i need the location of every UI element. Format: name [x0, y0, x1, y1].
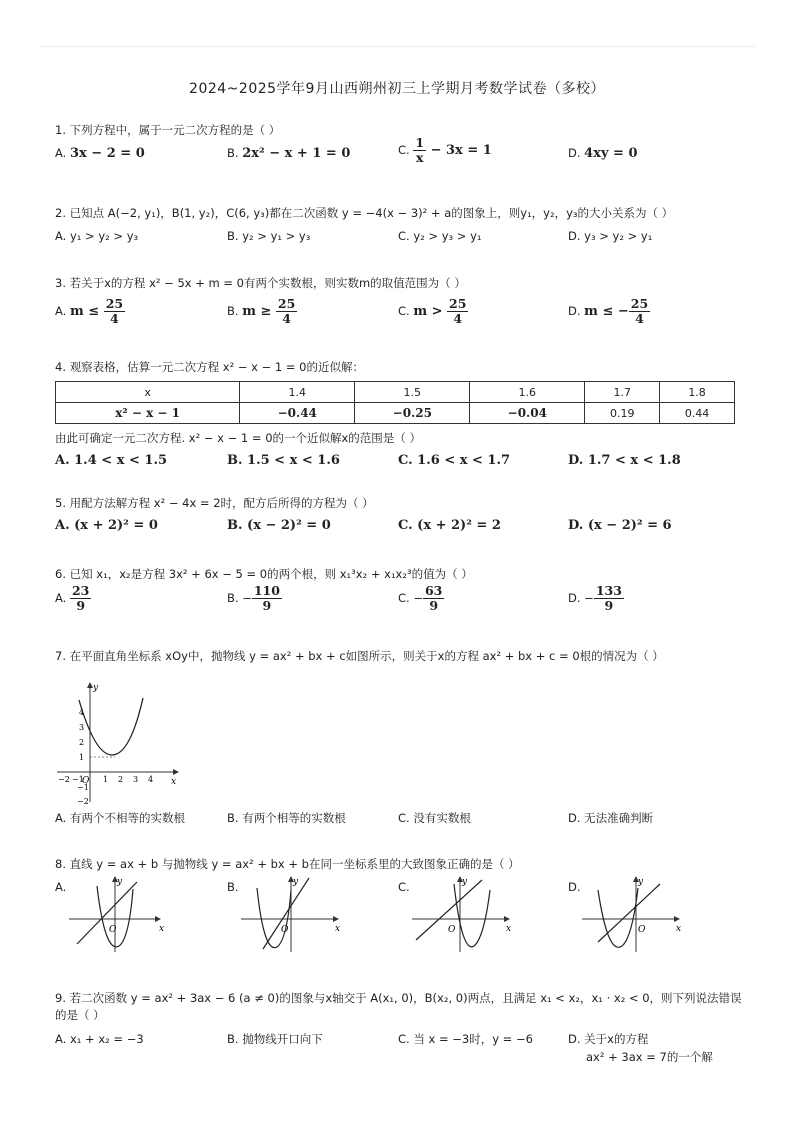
option-a[interactable]: A. 3x − 2 = 0 — [55, 146, 145, 161]
question-6 — [55, 566, 745, 624]
origin-label: O — [82, 776, 90, 786]
question-stem: 6. 已知 x₁，x₂是方程 3x² + 6x − 5 = 0的两个根，则 x₁³x₂ + x₁x₂³的值为（ ） — [55, 567, 473, 581]
question-stem: 1. 下列方程中，属于一元二次方程的是（ ） — [55, 123, 281, 137]
question-3 — [55, 275, 745, 335]
options — [55, 227, 745, 251]
question-7 — [55, 648, 745, 825]
question-5 — [55, 495, 745, 541]
y-tick-4: 4 — [79, 708, 85, 717]
value-table — [55, 381, 735, 424]
x-tick-neg1: −1 — [72, 775, 84, 784]
question-9 — [55, 990, 745, 1070]
svg-text:x: x — [676, 924, 682, 934]
option-d[interactable]: D. (x − 2)² = 6 — [568, 518, 672, 533]
option-b[interactable]: B. 1.5 < x < 1.6 — [227, 453, 340, 468]
option-a[interactable]: A. y₁ > y₂ > y₃ — [55, 229, 139, 243]
table-row: x 1.4 1.5 1.6 1.7 1.8 — [56, 382, 735, 403]
option-a[interactable]: A. $\frac{23}{9}$ — [55, 583, 90, 613]
svg-text:x: x — [335, 924, 341, 934]
svg-text:y: y — [462, 877, 468, 887]
option-b[interactable]: B. (x − 2)² = 0 — [227, 518, 331, 533]
y-tick-neg2: −2 — [77, 797, 89, 805]
question-8: 8. 直线 y = ax + b 与抛物线 y = ax² + bx + b在同一坐标系里的大致图象正确的是（ ） A. y x O B. y x O C. y x O D. y x O — [55, 856, 745, 872]
x-tick-2: 2 — [118, 775, 124, 784]
question-stem: 9. 若二次函数 y = ax² + 3ax − 6 (a ≠ 0)的图象与x轴交于 A(x₁, 0)，B(x₂, 0)两点，且满足 x₁ < x₂，x₁ · x₂ < 0，则下列说法错误的是（ ） — [55, 991, 742, 1022]
question-stem: 7. 在平面直角坐标系 xOy中，抛物线 y = ax² + bx + c如图所示，则关于x的方程 ax² + bx + c = 0根的情况为（ ） — [55, 649, 664, 663]
question-stem: 4. 观察表格，估算一元二次方程 x² − x − 1 = 0的近似解： — [55, 360, 364, 374]
option-a[interactable]: A. x₁ + x₂ = −3 — [55, 1032, 144, 1046]
options — [55, 809, 745, 833]
svg-text:y: y — [638, 877, 644, 887]
option-b[interactable]: B. y₂ > y₁ > y₃ — [227, 229, 311, 243]
option-a[interactable]: A. (x + 2)² = 0 — [55, 518, 158, 533]
option-d[interactable]: D. − $\frac{133}{9}$ — [568, 583, 622, 613]
question-4 — [55, 359, 745, 476]
question-1 — [55, 122, 745, 168]
option-d[interactable]: D. 1.7 < x < 1.8 — [568, 453, 681, 468]
y-tick-neg1: −1 — [77, 783, 89, 792]
option-d[interactable]: D. 无法准确判断 — [568, 811, 654, 825]
x-tick-3: 3 — [133, 775, 139, 784]
x-axis-label: x — [171, 777, 177, 787]
option-c[interactable]: C. m > $\frac{25}{4}$ — [398, 296, 467, 326]
parabola-graph — [55, 680, 185, 805]
y-axis-label: y — [93, 683, 99, 693]
question-stem: 3. 若关于x的方程 x² − 5x + m = 0有两个实数根，则实数m的取值范围为（ ） — [55, 276, 466, 290]
svg-text:O: O — [281, 925, 289, 935]
options — [55, 297, 745, 335]
option-b[interactable]: B. − $\frac{110}{9}$ — [227, 583, 280, 613]
options — [55, 452, 745, 476]
option-c[interactable]: C. 1.6 < x < 1.7 — [398, 453, 511, 468]
question-2 — [55, 205, 745, 251]
y-tick-3: 3 — [79, 723, 85, 732]
option-d[interactable]: D. 关于x的方程 ax² + 3ax = 7的一个解 — [568, 1032, 713, 1064]
option-b[interactable]: B. 有两个相等的实数根 — [227, 811, 346, 825]
y-tick-1: 1 — [79, 753, 85, 762]
question-stem: 8. 直线 y = ax + b 与抛物线 y = ax² + bx + b在同一坐标系里的大致图象正确的是（ ） — [55, 857, 520, 871]
options — [55, 517, 745, 541]
graph-c — [410, 874, 520, 954]
option-b[interactable]: B. m ≥ $\frac{25}{4}$ — [227, 296, 296, 326]
option-c[interactable]: C. 当 x = −3时，y = −6 — [398, 1032, 533, 1046]
x-axis-arrow — [173, 769, 179, 775]
svg-text:x: x — [159, 924, 165, 934]
option-d[interactable]: D. 4xy = 0 — [568, 146, 638, 161]
parabola-curve — [79, 698, 143, 755]
option-c[interactable]: C. y₂ > y₃ > y₁ — [398, 229, 482, 243]
svg-text:O: O — [448, 925, 456, 935]
options — [55, 584, 745, 624]
fraction: $\frac{1}{x}$ — [415, 135, 425, 165]
page-title: 2024~2025学年9月山西朔州初三上学期月考数学试卷（多校） — [189, 81, 605, 97]
option-c[interactable]: C. − $\frac{63}{9}$ — [398, 583, 443, 613]
option-a[interactable]: A. 有两个不相等的实数根 — [55, 811, 185, 825]
graph-d — [580, 874, 690, 954]
option-a[interactable]: A. m ≤ $\frac{25}{4}$ — [55, 296, 124, 326]
svg-text:y: y — [293, 877, 299, 887]
table-row: x² − x − 1 −0.44 −0.25 −0.04 0.19 0.44 — [56, 403, 735, 424]
question-stem: 5. 用配方法解方程 x² − 4x = 2时，配方后所得的方程为（ ） — [55, 496, 374, 510]
x-tick-neg2: −2 — [58, 775, 70, 784]
y-tick-2: 2 — [79, 738, 85, 747]
option-b[interactable]: B. 抛物线开口向下 — [227, 1032, 323, 1046]
options — [55, 1030, 745, 1070]
question-stem-2: 由此可确定一元二次方程. x² − x − 1 = 0的一个近似解x的范围是（ ） — [55, 431, 421, 445]
svg-text:O: O — [109, 925, 117, 935]
top-divider — [38, 46, 756, 47]
svg-text:O: O — [638, 925, 646, 935]
option-c[interactable]: C. 没有实数根 — [398, 811, 471, 825]
option-a[interactable]: A. 1.4 < x < 1.5 — [55, 453, 168, 468]
graph-a — [67, 874, 177, 954]
option-b[interactable]: B. 2x² − x + 1 = 0 — [227, 146, 351, 161]
option-c[interactable]: C. (x + 2)² = 2 — [398, 518, 501, 533]
x-tick-1: 1 — [103, 775, 109, 784]
options — [55, 135, 745, 168]
svg-text:x: x — [506, 924, 512, 934]
option-d[interactable]: D. y₃ > y₂ > y₁ — [568, 229, 653, 243]
question-stem: 2. 已知点 A(−2, y₁)，B(1, y₂)，C(6, y₃)都在二次函数 y = −4(x − 3)² + a的图象上，则y₁，y₂，y₃的大小关系为（ ） — [55, 206, 674, 220]
x-tick-4: 4 — [148, 775, 154, 784]
svg-text:y: y — [117, 877, 123, 887]
graph-b — [239, 874, 349, 954]
option-d[interactable]: D. m ≤ − $\frac{25}{4}$ — [568, 296, 649, 326]
option-c[interactable]: C. $\frac{1}{x}$ − 3x = 1 — [398, 135, 492, 165]
